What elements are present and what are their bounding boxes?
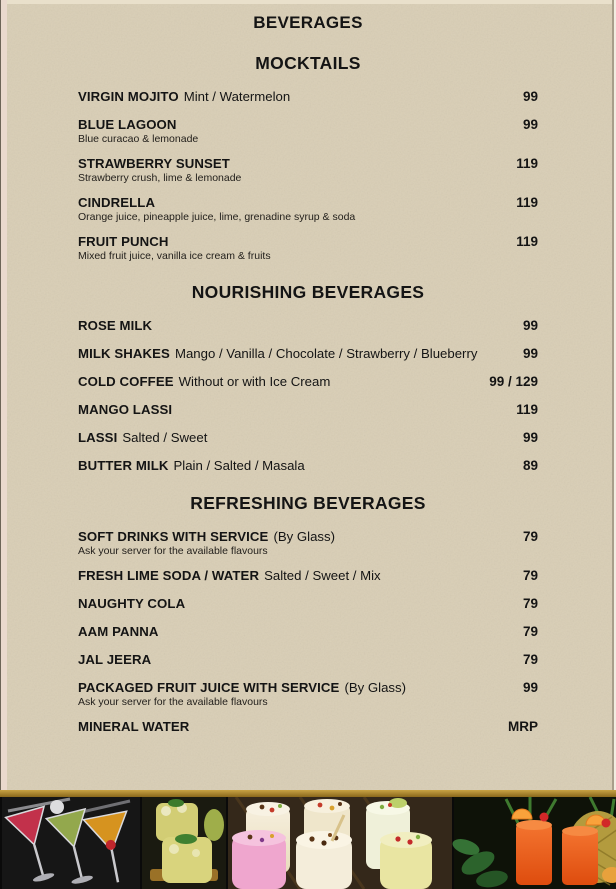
menu-item-fresh-lime-soda — [78, 568, 538, 583]
menu-item-strawberry-sunset — [78, 156, 538, 184]
menu-item-virgin-mojito — [78, 89, 538, 104]
item-name: STRAWBERRY SUNSET — [78, 156, 230, 171]
item-name: BUTTER MILK — [78, 458, 169, 473]
menu-item-fruit-punch — [78, 234, 538, 262]
item-price: 99 — [522, 430, 538, 445]
menu-item-lassi — [78, 430, 538, 445]
item-name: BLUE LAGOON — [78, 117, 177, 132]
section-title-refreshing: REFRESHING BEVERAGES — [190, 493, 426, 513]
page-title: BEVERAGES — [253, 13, 363, 32]
item-desc: Blue curacao & lemonade — [78, 133, 199, 145]
item-name: CINDRELLA — [78, 195, 156, 210]
item-name: FRUIT PUNCH — [78, 234, 169, 249]
item-variant: (By Glass) — [273, 529, 336, 544]
menu-item-milk-shakes — [78, 346, 538, 361]
menu-item-jal-jeera — [78, 652, 538, 667]
item-price: 79 — [522, 568, 538, 583]
item-price: 119 — [516, 195, 538, 210]
item-desc: Ask your server for the available flavours — [78, 545, 268, 557]
menu-item-mango-lassi — [78, 402, 538, 417]
item-price: MRP — [508, 719, 538, 734]
item-price: 79 — [522, 624, 538, 639]
item-name: ROSE MILK — [78, 318, 153, 333]
item-name: FRESH LIME SODA / WATER — [78, 568, 260, 583]
menu-item-soft-drinks — [78, 529, 538, 557]
photo-strip — [0, 790, 616, 889]
item-variant: Mango / Vanilla / Chocolate / Strawberry / Blueberry — [174, 346, 478, 361]
item-name: PACKAGED FRUIT JUICE WITH SERVICE — [78, 680, 340, 695]
item-price: 89 — [522, 458, 538, 473]
cocktail-glasses-photo — [2, 797, 140, 889]
item-name: JAL JEERA — [78, 652, 152, 667]
menu-item-aam-panna — [78, 624, 538, 639]
menu-item-butter-milk — [78, 458, 538, 473]
item-desc: Orange juice, pineapple juice, lime, grenadine syrup & soda — [78, 211, 356, 223]
item-variant: Plain / Salted / Masala — [173, 458, 305, 473]
item-name: LASSI — [78, 430, 118, 445]
fruit-juices-photo — [451, 797, 616, 889]
item-price: 119 — [516, 234, 538, 249]
item-name: MINERAL WATER — [78, 719, 190, 734]
menu-item-naughty-cola — [78, 596, 538, 611]
item-price: 99 — [522, 318, 538, 333]
item-variant: Salted / Sweet / Mix — [264, 568, 381, 583]
menu-item-cold-coffee — [78, 374, 538, 389]
item-desc: Mixed fruit juice, vanilla ice cream & fruits — [78, 250, 271, 262]
item-price: 119 — [516, 156, 538, 171]
item-price: 99 — [522, 680, 538, 695]
item-price: 79 — [522, 652, 538, 667]
item-variant: Mint / Watermelon — [183, 89, 291, 104]
menu-item-blue-lagoon — [78, 117, 538, 145]
item-price: 79 — [522, 596, 538, 611]
gold-divider — [0, 790, 616, 797]
item-price: 99 / 129 — [489, 374, 538, 389]
item-price: 99 — [522, 89, 538, 104]
item-desc: Ask your server for the available flavours — [78, 696, 268, 708]
item-name: MILK SHAKES — [78, 346, 170, 361]
item-name: MANGO LASSI — [78, 402, 173, 417]
menu-item-rose-milk — [78, 318, 538, 333]
item-price: 119 — [516, 402, 538, 417]
milkshakes-photo — [228, 797, 452, 889]
mojito-drinks-photo — [142, 797, 226, 889]
item-variant: Salted / Sweet — [122, 430, 208, 445]
item-name: SOFT DRINKS WITH SERVICE — [78, 529, 269, 544]
item-price: 99 — [522, 346, 538, 361]
item-name: COLD COFFEE — [78, 374, 174, 389]
item-variant: Without or with Ice Cream — [178, 374, 331, 389]
item-variant: (By Glass) — [344, 680, 406, 695]
section-title-nourishing: NOURISHING BEVERAGES — [191, 282, 425, 302]
section-title-mocktails: MOCKTAILS — [255, 53, 361, 73]
item-name: AAM PANNA — [78, 624, 159, 639]
menu-item-packaged-fruit-juice — [78, 680, 538, 708]
item-name: NAUGHTY COLA — [78, 596, 186, 611]
item-price: 99 — [522, 117, 538, 132]
item-desc: Strawberry crush, lime & lemonade — [78, 172, 242, 184]
menu-item-mineral-water — [78, 719, 538, 734]
menu-item-cindrella — [78, 195, 538, 223]
drinks-photo-collage — [0, 797, 616, 889]
item-name: VIRGIN MOJITO — [78, 89, 179, 104]
item-price: 79 — [522, 529, 538, 544]
